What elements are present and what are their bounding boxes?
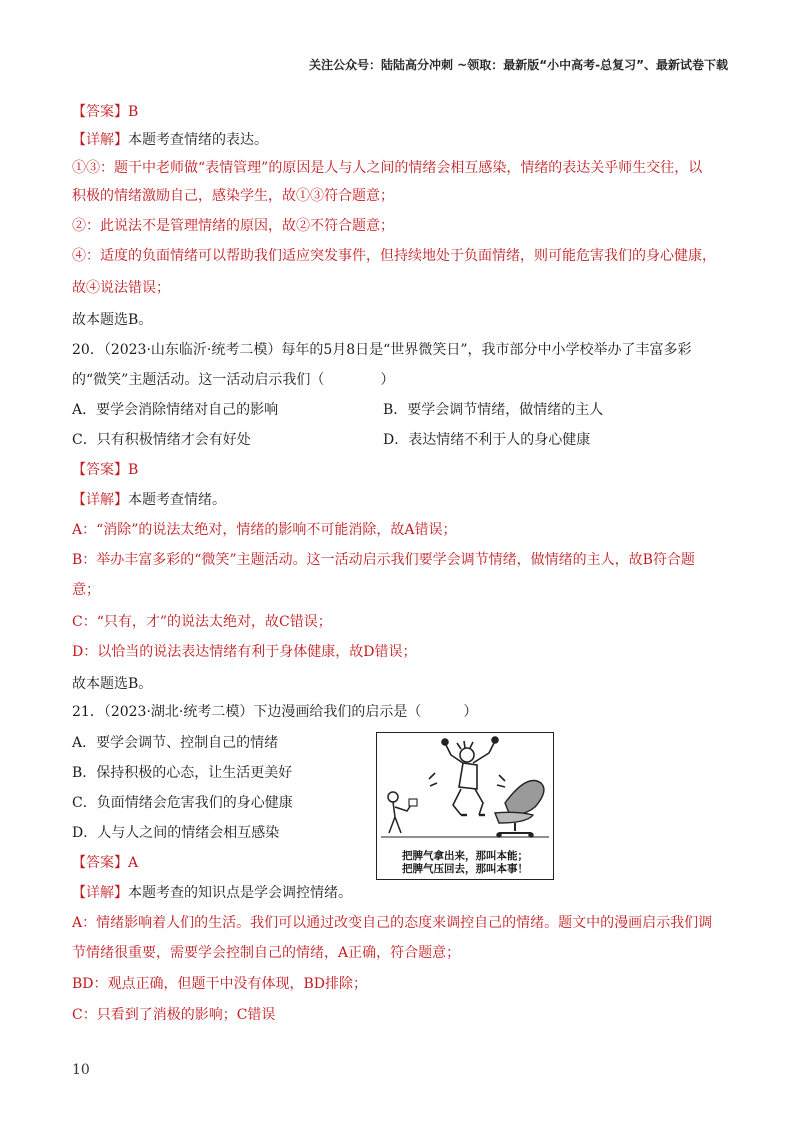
option-c: C．负面情绪会危害我们的身心健康 (72, 795, 293, 811)
answer-label: 【答案】A (72, 855, 139, 871)
question-stem: 21．（2023·湖北·统考二模）下边漫画给我们的启示是（ ） (72, 704, 478, 720)
option-d: D．人与人之间的情绪会相互感染 (72, 825, 280, 841)
option-a: A．要学会消除情绪对自己的影响 (72, 402, 279, 418)
detail-line (72, 130, 268, 150)
option-c: C．只有积极情绪才会有好处 (72, 432, 251, 448)
option-b: B．保持积极的心态，让生活更美好 (72, 765, 293, 781)
explanation-line: 意； (72, 582, 100, 598)
small-figure (388, 792, 417, 833)
explanation-line: ②：此说法不是管理情绪的原因，故②不符合题意； (72, 218, 394, 234)
question-stem: 的“微笑”主题活动。这一活动启示我们（ ） (72, 372, 395, 388)
answer-label: 【答案】B (72, 462, 139, 478)
option-d: D．表达情绪不利于人的身心健康 (383, 432, 591, 448)
detail-title: 【详解】 (72, 492, 128, 508)
explanation-line: A：“消除”的说法太绝对，情绪的影响不可能消除，故A错误； (72, 522, 457, 538)
explanation-line: 积极的情绪激励自己，感染学生，故①③符合题意； (72, 188, 394, 204)
detail-text: 本题考查情绪的表达。 (128, 132, 268, 148)
office-chair (495, 781, 544, 838)
answer-label: 【答案】B (72, 104, 139, 120)
explanation-line: C：只看到了消极的影响；C错误 (72, 1007, 276, 1023)
explanation-line: C：“只有，才”的说法太绝对，故C错误； (72, 614, 332, 630)
explanation-line: ①③：题干中老师做“表情管理”的原因是人与人之间的情绪会相互感染，情绪的表达关乎师生交往，以 (72, 160, 703, 176)
explanation-line: 故④说法错误； (72, 280, 170, 296)
detail-line (72, 883, 352, 903)
detail-text: 本题考查情绪。 (128, 492, 226, 508)
option-a: A．要学会调节、控制自己的情绪 (72, 735, 279, 751)
comic-caption-line-2: 把脾气压回去，那叫本事！ (402, 863, 528, 875)
explanation-line: ④：适度的负面情绪可以帮助我们适应突发事件，但持续地处于负面情绪，则可能危害我们的身心健康， (72, 248, 716, 264)
comic-illustration (376, 732, 554, 880)
detail-title: 【详解】 (72, 885, 128, 901)
explanation-line: BD：观点正确，但题干中没有体现，BD排除； (72, 976, 368, 992)
conclusion-line: 故本题选B。 (72, 676, 153, 692)
detail-line (72, 490, 226, 510)
conclusion-line: 故本题选B。 (72, 312, 153, 328)
page-header: 关注公众号：陆陆高分冲刺 ~领取：最新版“小中高考-总复习”、最新试卷下载 (309, 58, 728, 72)
explanation-line: D：以恰当的说法表达情绪有利于身体健康，故D错误； (72, 644, 417, 660)
detail-title: 【详解】 (72, 132, 128, 148)
question-stem: 20．（2023·山东临沂·统考二模）每年的5月8日是“世界微笑日”，我市部分中小学校举办了丰富多彩 (72, 342, 692, 358)
explanation-line: A：情绪影响着人们的生活。我们可以通过改变自己的态度来调控自己的情绪。题文中的漫画启示我们调 (72, 915, 713, 931)
detail-text: 本题考查的知识点是学会调控情绪。 (128, 885, 352, 901)
option-b: B．要学会调节情绪，做情绪的主人 (383, 402, 604, 418)
comic-caption-line-1: 把脾气拿出来，那叫本能； (402, 850, 528, 862)
explanation-line: B：举办丰富多彩的“微笑”主题活动。这一活动启示我们要学会调节情绪，做情绪的主人，故B符合题 (72, 552, 695, 568)
page-number: 10 (72, 1062, 90, 1078)
comic-drawing (377, 733, 553, 851)
angry-man-figure (429, 737, 505, 815)
explanation-line: 节情绪很重要，需要学会控制自己的情绪，A正确，符合题意； (72, 945, 461, 961)
